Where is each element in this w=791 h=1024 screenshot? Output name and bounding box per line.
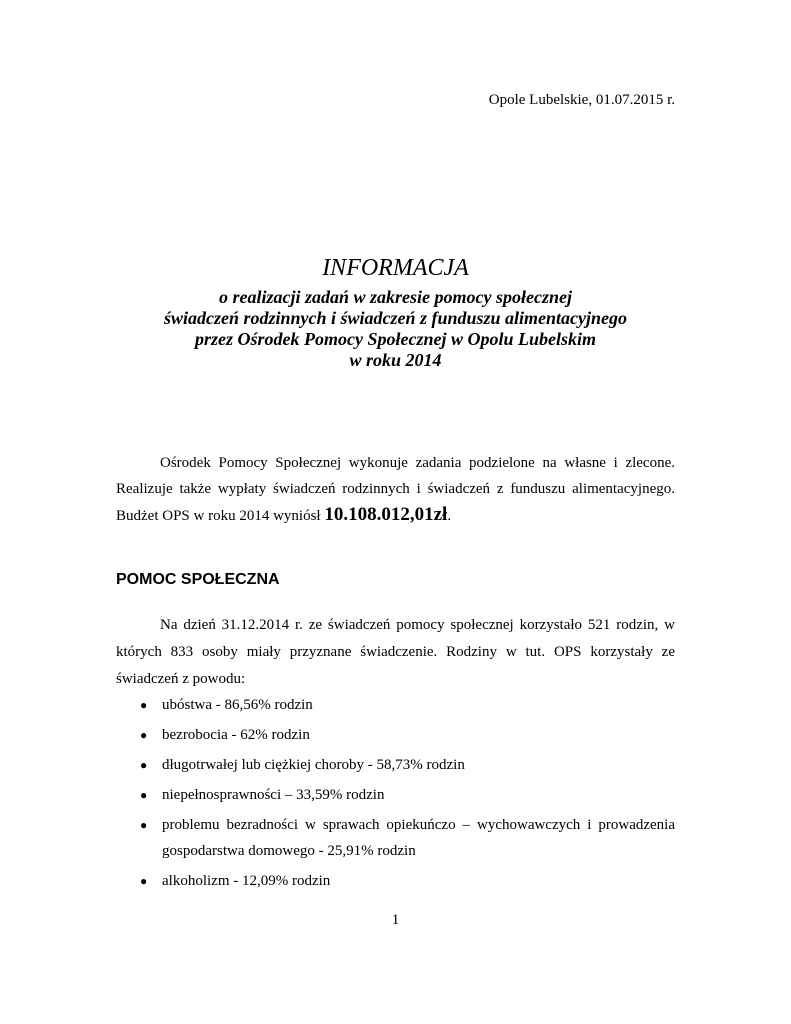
subtitle-line-3: przez Ośrodek Pomocy Społecznej w Opolu Lubelskim (195, 329, 596, 349)
list-item: ● długotrwałej lub ciężkiej choroby - 58,73% rodzin (116, 752, 675, 778)
intro-line-1: Ośrodek Pomocy Społecznej wykonuje zadania podzielone na własne i zlecone. (160, 455, 675, 471)
bullet-icon: ● (140, 874, 148, 888)
bullet-icon: ● (140, 758, 148, 772)
section-paragraph (116, 612, 675, 693)
list-item: ● niepełnosprawności – 33,59% rodzin (116, 782, 675, 808)
date-line: Opole Lubelskie, 01.07.2015 r. (488, 92, 675, 108)
document-title: INFORMACJA (322, 255, 469, 281)
subtitle-line-2: świadczeń rodzinnych i świadczeń z funduszu alimentacyjnego (163, 308, 628, 328)
list-item: ● bezrobocia - 62% rodzin (116, 722, 675, 748)
intro-line-2: Realizuje także wypłaty świadczeń rodzinnych i świadczeń z funduszu alimentacyjnego. (116, 481, 675, 497)
intro-paragraph (116, 450, 675, 529)
intro-line-3: Budżet OPS w roku 2014 wyniósł 10.108.012,01zł. (116, 504, 452, 525)
bullet-icon: ● (140, 728, 148, 742)
bullet-icon: ● (140, 788, 148, 802)
section-paragraph-line-1: Na dzień 31.12.2014 r. ze świadczeń pomocy społecznej korzystało 521 rodzin, w (160, 617, 675, 633)
list-item: ● problemu bezradności w sprawach opiekuńczo – wychowawczych i prowadzenia gospodarstwa domowego - 25,91% rodzin (116, 812, 675, 864)
page-number: 1 (391, 912, 400, 928)
subtitle-line-4: w roku 2014 (349, 350, 442, 370)
section-paragraph-line-2: których 833 osoby miały przyznane świadczenie. Rodziny w tut. OPS korzystały ze (116, 644, 675, 660)
subtitle-line-1: o realizacji zadań w zakresie pomocy społecznej (219, 287, 572, 307)
bullet-icon: ● (140, 698, 148, 712)
bullet-icon: ● (140, 818, 148, 832)
title-block (0, 253, 791, 371)
list-item: ● alkoholizm - 12,09% rodzin (116, 868, 675, 894)
budget-amount: 10.108.012,01zł (324, 504, 448, 525)
section-heading: POMOC SPOŁECZNA (116, 571, 280, 588)
section-paragraph-line-3: świadczeń z powodu: (116, 671, 246, 687)
reasons-list (116, 692, 675, 898)
list-item: ● ubóstwa - 86,56% rodzin (116, 692, 675, 718)
